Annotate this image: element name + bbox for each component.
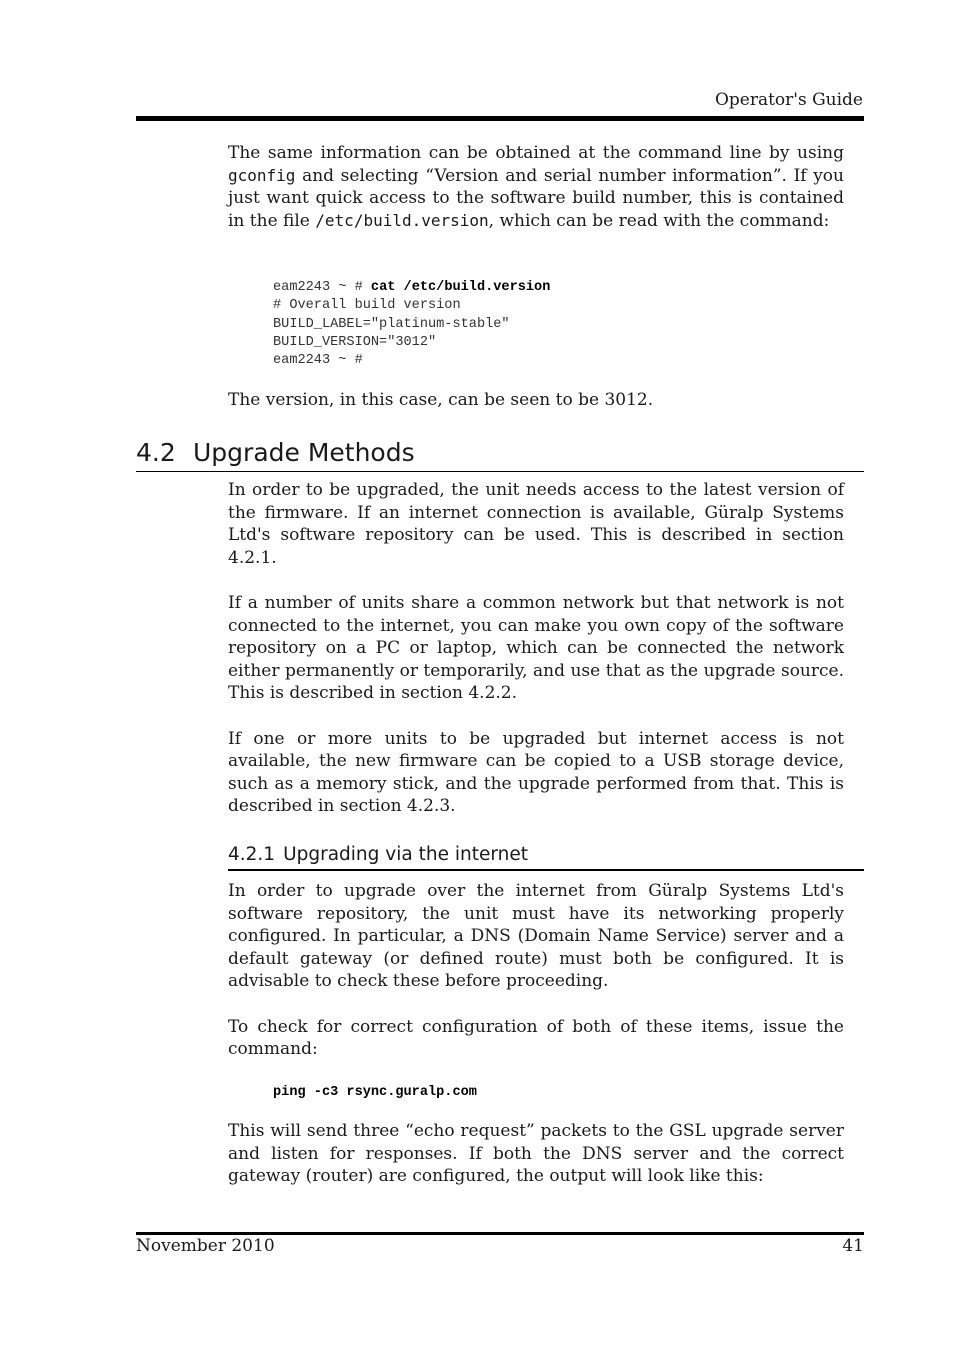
inline-code-build-version: /etc/build.version <box>315 210 489 230</box>
page-number: 41 <box>842 1236 864 1256</box>
section-4-2-body <box>228 479 844 818</box>
paragraph: To check for correct configuration of both of these items, issue the command: <box>228 1016 844 1060</box>
running-header: Operator's Guide <box>714 90 863 110</box>
subsection-heading-4-2-1 <box>228 842 864 871</box>
section-heading-4-2 <box>136 436 864 472</box>
paragraph: In order to be upgraded, the unit needs access to the latest version of the firmware. If an internet connection is available, Güralp Systems Ltd's software repository can be used. This is described in section 4.2.1. <box>228 480 844 568</box>
code-prompt: eam2243 ~ # <box>273 280 371 295</box>
version-text: The version, in this case, can be seen to be 3012. <box>228 390 654 410</box>
subsection-number: 4.2.1 <box>228 844 276 865</box>
intro-text-a: The same information can be obtained at the command line by using <box>228 143 844 163</box>
paragraph: This will send three “echo request” packets to the GSL upgrade server and listen for responses. If both the DNS server and the correct gateway (router) are configured, the output will look like this: <box>228 1121 844 1187</box>
intro-paragraph <box>228 142 844 232</box>
section-4-2-1-body <box>228 880 844 1061</box>
code-line: BUILD_LABEL="platinum-stable" <box>273 316 510 332</box>
code-command: ping -c3 rsync.guralp.com <box>273 1085 477 1100</box>
code-block-build-version <box>273 279 550 370</box>
paragraph: In order to upgrade over the internet from Güralp Systems Ltd's software repository, the unit must have its networking properly configured. In particular, a DNS (Domain Name Service) server and a default gateway (or defined route) must both be configured. It is advisable to check these before proceeding. <box>228 881 844 992</box>
ping-description <box>228 1120 844 1188</box>
code-command: cat /etc/build.version <box>370 280 551 295</box>
section-title: Upgrade Methods <box>193 438 415 467</box>
footer-date: November 2010 <box>136 1236 275 1256</box>
paragraph: If a number of units share a common network but that network is not connected to the internet, you can make you own copy of the software repository on a PC or laptop, which can be connected the network either permanently or temporarily, and use that as the upgrade source. This is described in section 4.2.2. <box>228 592 844 704</box>
subsection-title: Upgrading via the internet <box>283 844 528 865</box>
header-rule <box>136 116 864 121</box>
inline-code-gconfig: gconfig <box>228 165 296 185</box>
code-block-ping <box>273 1084 477 1102</box>
code-line: BUILD_VERSION="3012" <box>273 334 437 350</box>
section-number: 4.2 <box>136 438 176 467</box>
code-line: # Overall build version <box>273 298 461 314</box>
code-line: eam2243 ~ # <box>273 353 363 369</box>
intro-text-c: , which can be read with the command: <box>488 210 830 231</box>
version-paragraph <box>228 389 844 412</box>
intro-text-b: and selecting “Version and serial number information”. If you just want quick access to the software build number, this is contained in the file <box>228 165 844 231</box>
footer-rule <box>136 1232 864 1235</box>
paragraph: If one or more units to be upgraded but internet access is not available, the new firmware can be copied to a USB storage device, such as a memory stick, and the upgrade performed from that. This is described in section 4.2.3. <box>228 728 844 817</box>
